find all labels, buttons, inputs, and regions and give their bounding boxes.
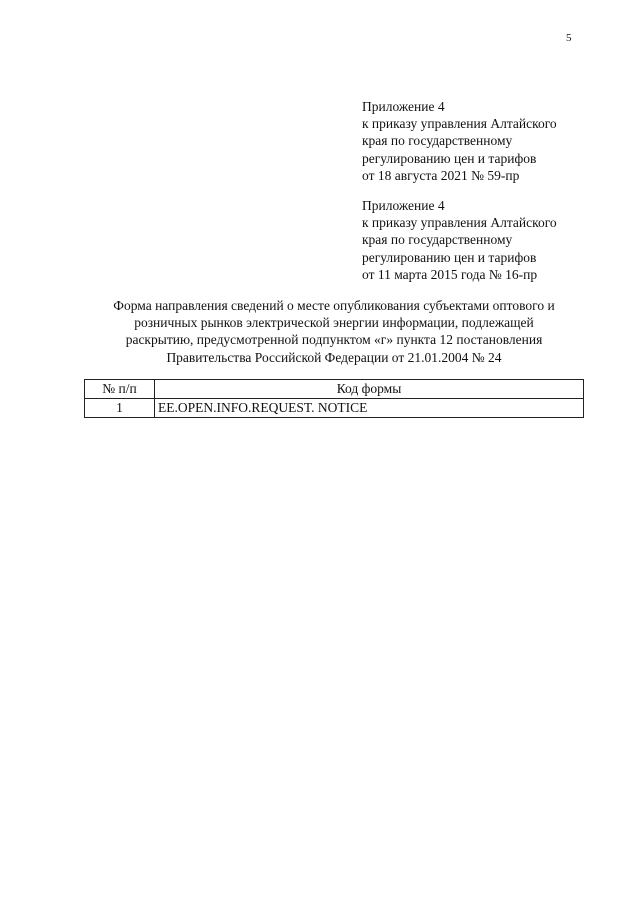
appendix-line: от 11 марта 2015 года № 16-пр: [362, 266, 538, 282]
column-header-form-code: Код формы: [155, 380, 584, 399]
form-title-line: розничных рынков электрической энергии информации, подлежащей: [134, 315, 534, 331]
appendix-line: края по государственному: [362, 232, 513, 248]
appendix-header-current: [362, 98, 612, 184]
table-cell-form-code: EE.OPEN.INFO.REQUEST. NOTICE: [155, 399, 584, 418]
form-code-table: [84, 379, 584, 418]
appendix-line: к приказу управления Алтайского: [362, 116, 557, 132]
appendix-line: регулированию цен и тарифов: [362, 249, 537, 265]
appendix-line: края по государственному: [362, 133, 513, 149]
column-header-number: № п/п: [85, 380, 155, 399]
appendix-line: Приложение 4: [362, 99, 445, 114]
table-cell-number: 1: [85, 399, 155, 418]
form-title: [84, 297, 584, 366]
table-header-row: [85, 380, 584, 399]
form-title-line: Форма направления сведений о месте опубликования субъектами оптового и: [113, 298, 555, 313]
form-title-line: Правительства Российской Федерации от 21.01.2004 № 24: [166, 349, 502, 365]
appendix-line: Приложение 4: [362, 198, 445, 213]
appendix-line: от 18 августа 2021 № 59-пр: [362, 167, 520, 183]
form-title-line: раскрытию, предусмотренной подпунктом «г» пункта 12 постановления: [125, 332, 543, 348]
appendix-line: регулированию цен и тарифов: [362, 150, 537, 166]
appendix-line: к приказу управления Алтайского: [362, 215, 557, 231]
appendix-header-original: [362, 197, 612, 283]
table-row: [85, 399, 584, 418]
page-number: 5: [566, 32, 572, 44]
